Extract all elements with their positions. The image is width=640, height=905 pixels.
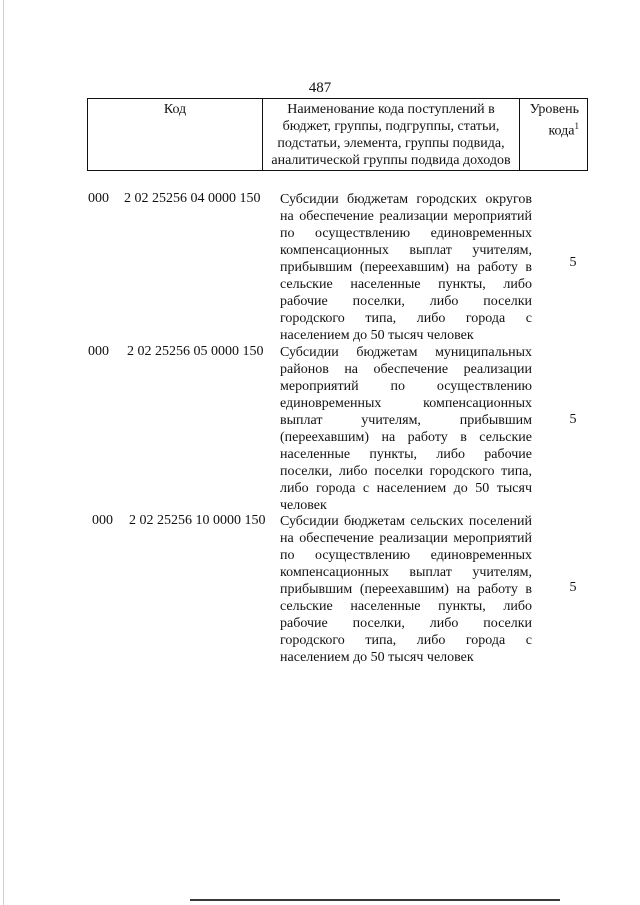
admin-code: 000	[88, 191, 109, 206]
revenue-description: Субсидии бюджетам городских округов на обеспечение реализации мероприятий по осуществлению единовременных компенсационных выплат учителям, прибывшим (переехавшим) на работу в сельские населенные пункты, либо рабочие поселки, либо поселки городского типа, либо города с населением до 50 тысяч человек	[280, 192, 532, 343]
code-level: 5	[569, 255, 577, 270]
scan-edge-bottom	[190, 899, 560, 901]
revenue-description: Субсидии бюджетам сельских поселений на обеспечение реализации мероприятий по осуществлению единовременных компенсационных выплат учителям, прибывшим (переехавшим) на работу в сельские населенные пункты, либо рабочие поселки, либо поселки городского типа, либо города с населением до 50 тысяч человек	[280, 514, 532, 665]
header-level-footnote: 1	[574, 121, 579, 131]
revenue-description: Субсидии бюджетам муниципальных районов на обеспечение реализации мероприятий по осуществлению единовременных компенсационных выплат учителям, прибывшим (переехавшим) на работу в сельские населенные пункты, либо рабочие поселки, либо поселки городского типа, либо города с населением до 50 тысяч человек	[280, 345, 532, 513]
admin-code: 000	[88, 344, 109, 359]
scan-edge-left	[3, 0, 4, 905]
header-level-label: Уровень кода	[529, 102, 579, 139]
header-code: Код	[88, 99, 263, 171]
code-level: 5	[569, 580, 577, 595]
header-level	[520, 99, 588, 171]
admin-code: 000	[92, 513, 113, 528]
table-header	[87, 98, 588, 171]
revenue-code: 2 02 25256 05 0000 150	[127, 344, 264, 359]
header-row	[88, 99, 588, 171]
code-level: 5	[569, 412, 577, 427]
revenue-code: 2 02 25256 04 0000 150	[124, 191, 261, 206]
revenue-code: 2 02 25256 10 0000 150	[129, 513, 266, 528]
header-name: Наименование кода поступлений в бюджет, группы, подгруппы, статьи, подстатьи, элемента, группы подвида, аналитической группы подвида доходов	[263, 99, 520, 171]
page-number: 487	[308, 80, 332, 96]
